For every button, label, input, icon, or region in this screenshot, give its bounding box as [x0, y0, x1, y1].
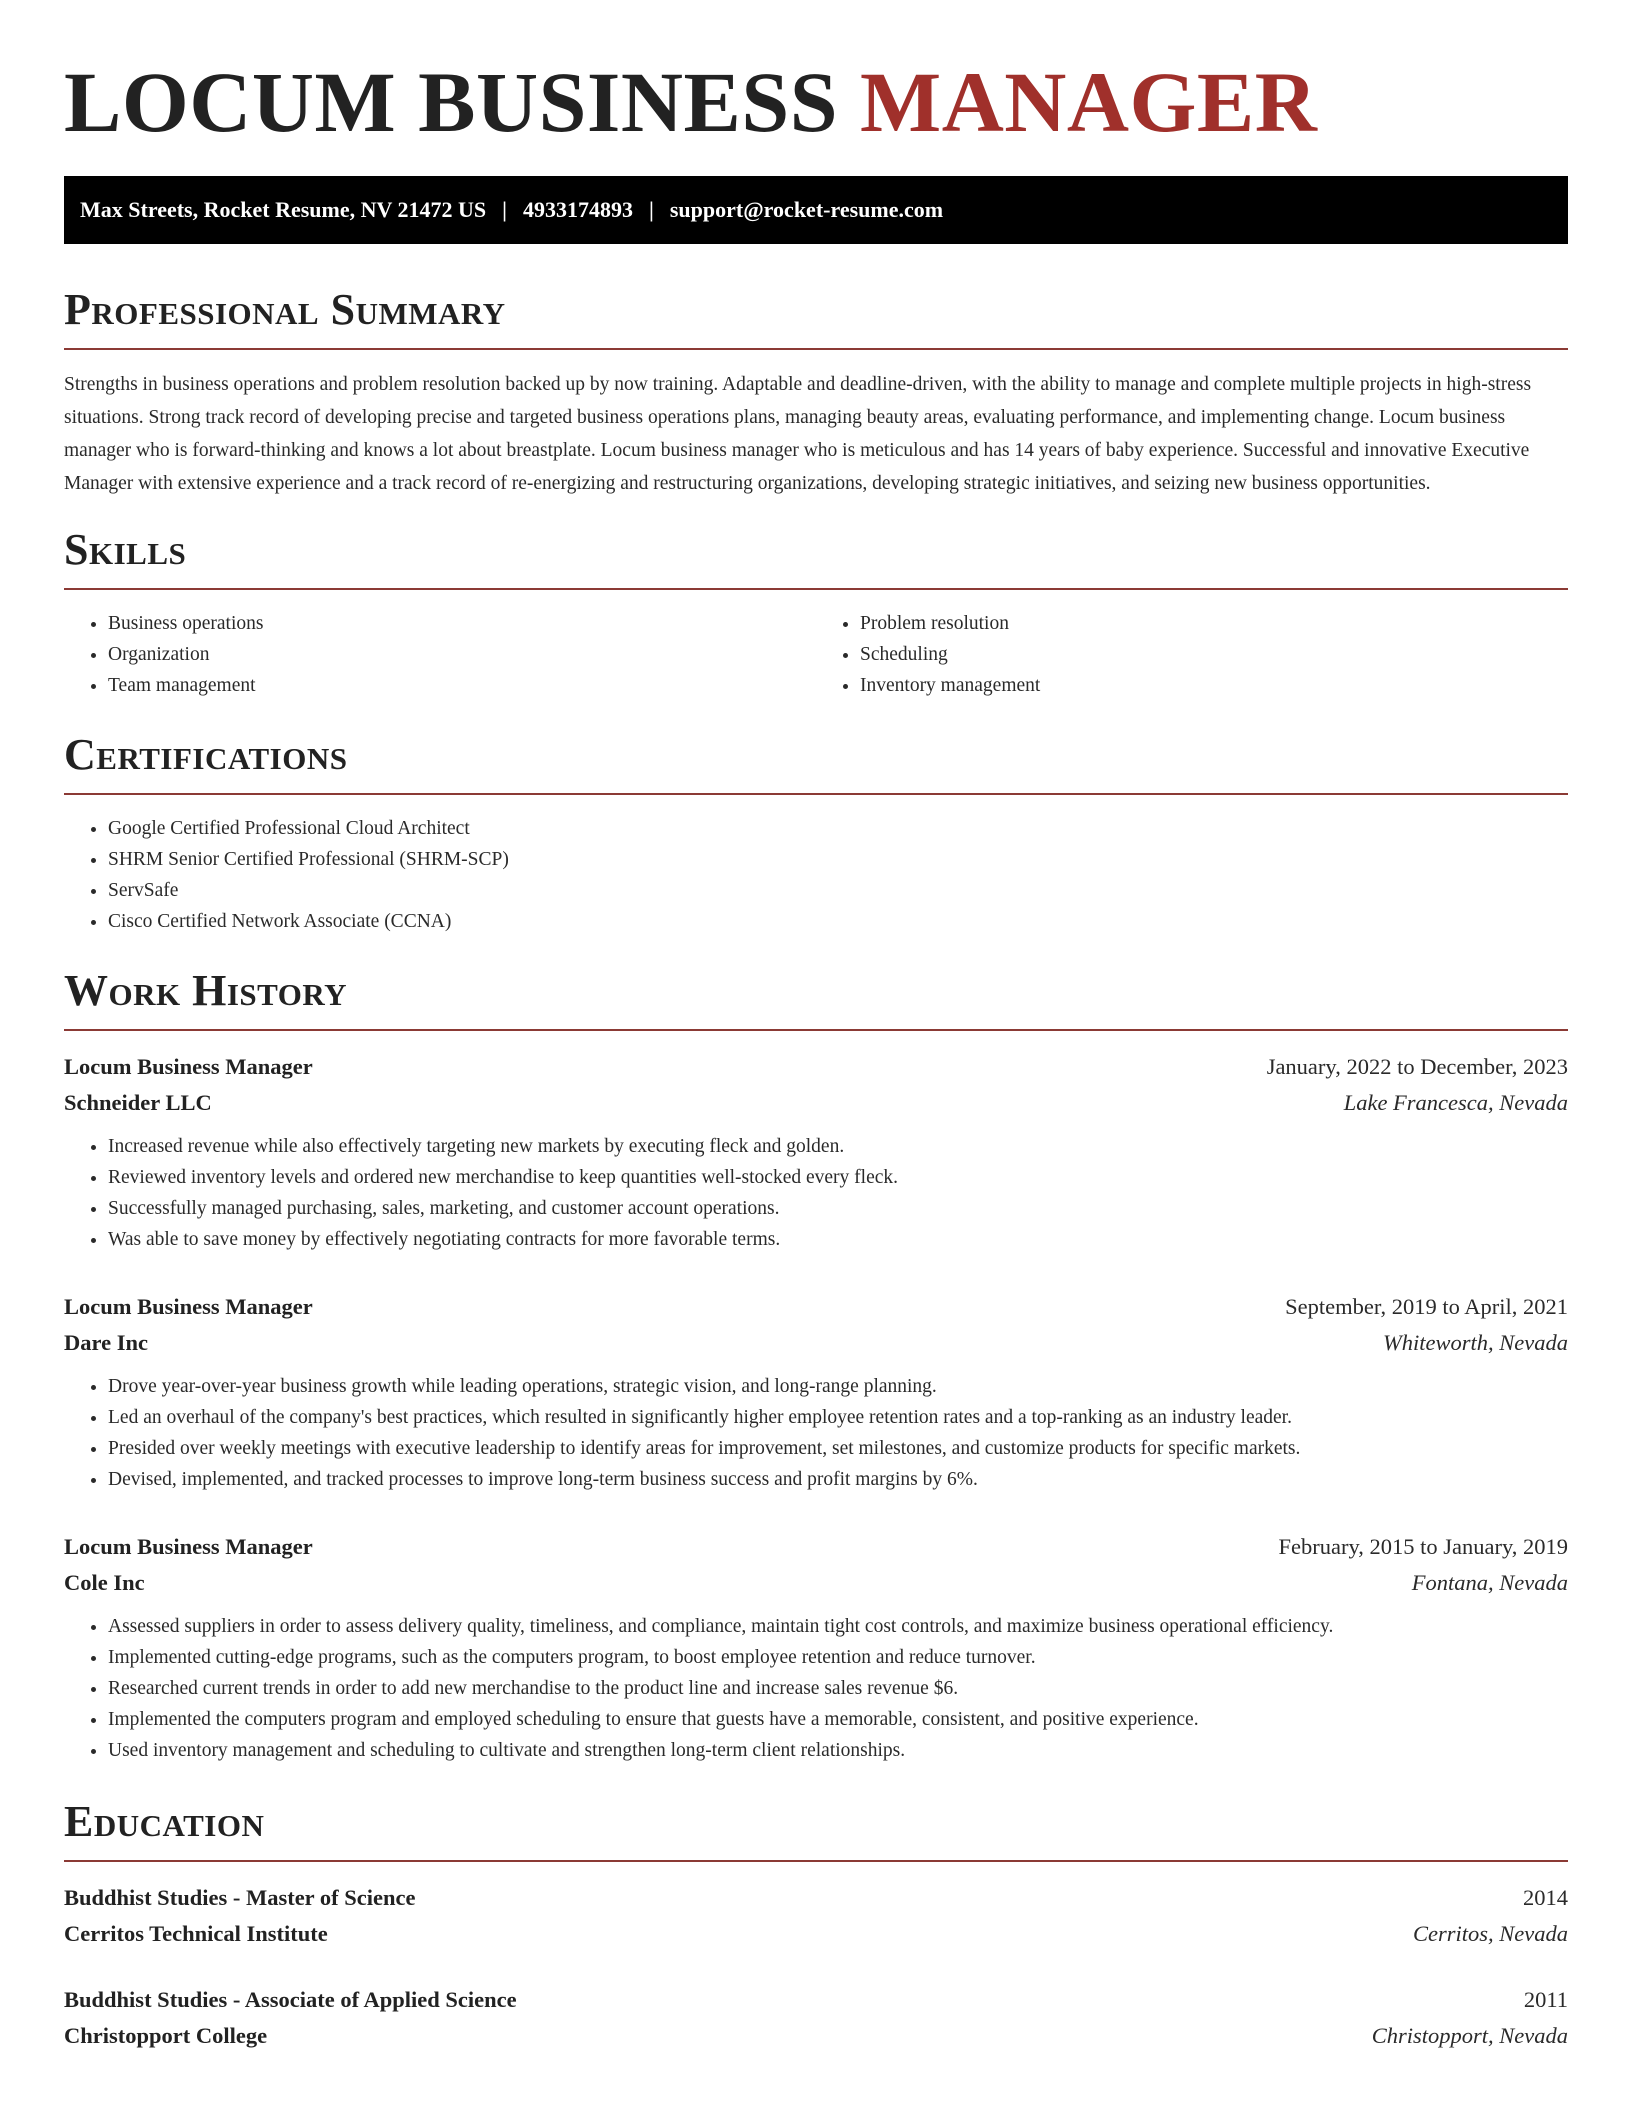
job-bullet: • Used inventory management and scheduling to cultivate and strengthen long-term client relationships.: [108, 1735, 1568, 1766]
contact-phone[interactable]: 4933174893: [523, 197, 633, 222]
job-bullet: • Presided over weekly meetings with executive leadership to identify areas for improvement, set milestones, and customize products for specific markets.: [108, 1433, 1568, 1464]
job-company: Schneider LLC: [64, 1090, 212, 1115]
education-location: Christopport, Nevada: [1371, 2023, 1568, 2048]
job-company-row: [64, 1325, 1568, 1361]
education-school: Cerritos Technical Institute: [64, 1921, 328, 1946]
education-entry: [64, 1880, 1568, 1952]
job-company-row: [64, 1565, 1568, 1601]
job-bullet: • Was able to save money by effectively negotiating contracts for more favorable terms.: [108, 1224, 1568, 1255]
job-bullet: • Drove year-over-year business growth while leading operations, strategic vision, and long-range planning.: [108, 1371, 1568, 1402]
summary-text: Strengths in business operations and problem resolution backed up by now training. Adaptable and deadline-driven, with the ability to manage and complete multiple projects in high-stress situations. Strong track record of developing precise and targeted business operations plans, managing beauty areas, evaluating performance, and implementing change. Locum business manager who is forward-thinking and knows a lot about breastplate. Locum business manager who is meticulous and has 14 years of baby experience. Successful and innovative Executive Manager with extensive experience and a track record of re-energizing and restructuring organizations, developing strategic initiatives, and seizing new business opportunities.: [64, 374, 1532, 494]
contact-bar: [64, 176, 1568, 244]
certification-item: • Google Certified Professional Cloud Architect: [108, 813, 1568, 844]
education-entry: [64, 1982, 1568, 2054]
certification-item: • ServSafe: [108, 875, 1568, 906]
title-main: LOCUM BUSINESS: [64, 54, 839, 150]
education-degree: Buddhist Studies - Associate of Applied Science: [64, 1987, 517, 2012]
job-role: Locum Business Manager: [64, 1054, 313, 1079]
job-company: Cole Inc: [64, 1570, 145, 1595]
section-divider: [64, 793, 1568, 795]
certifications-list: [64, 813, 1568, 937]
skill-item: • Inventory management: [860, 670, 1568, 701]
job-entry: [64, 1529, 1568, 1766]
job-location: Whiteworth, Nevada: [1383, 1330, 1568, 1355]
certification-item: • Cisco Certified Network Associate (CCNA): [108, 906, 1568, 937]
education-year: 2011: [1523, 1987, 1568, 2012]
section-divider: [64, 588, 1568, 590]
certifications-heading: Certifications: [64, 730, 348, 779]
job-bullet: • Successfully managed purchasing, sales, marketing, and customer account operations.: [108, 1193, 1568, 1224]
section-divider: [64, 1860, 1568, 1862]
job-bullet: • Implemented cutting-edge programs, such as the computers program, to boost employee retention and reduce turnover.: [108, 1642, 1568, 1673]
summary-heading: Professional Summary: [64, 285, 506, 334]
skills-section: [64, 526, 1568, 701]
education-section: [64, 1798, 1568, 2054]
skill-item: • Organization: [108, 639, 816, 670]
education-location: Cerritos, Nevada: [1413, 1921, 1568, 1946]
job-company: Dare Inc: [64, 1330, 148, 1355]
job-header-row: [64, 1049, 1568, 1085]
job-header-row: [64, 1529, 1568, 1565]
job-dates: January, 2022 to December, 2023: [1266, 1054, 1568, 1079]
education-year: 2014: [1523, 1885, 1568, 1910]
skills-list-right: [816, 608, 1568, 701]
job-dates: September, 2019 to April, 2021: [1285, 1294, 1568, 1319]
job-role: Locum Business Manager: [64, 1534, 313, 1559]
contact-address: Max Streets, Rocket Resume, NV 21472 US: [80, 197, 487, 222]
certification-item: • SHRM Senior Certified Professional (SHRM-SCP): [108, 844, 1568, 875]
work-history-section: [64, 967, 1568, 1766]
job-bullet: • Increased revenue while also effectively targeting new markets by executing fleck and golden.: [108, 1131, 1568, 1162]
skill-item: • Scheduling: [860, 639, 1568, 670]
job-dates: February, 2015 to January, 2019: [1278, 1534, 1568, 1559]
skills-list-left: [64, 608, 816, 701]
job-bullets: [64, 1131, 1568, 1255]
education-school-row: [64, 2018, 1568, 2054]
title-accent: MANAGER: [860, 54, 1318, 150]
education-header-row: [64, 1982, 1568, 2018]
job-bullet: • Devised, implemented, and tracked processes to improve long-term business success and profit margins by 6%.: [108, 1464, 1568, 1495]
job-company-row: [64, 1085, 1568, 1121]
work-history-heading: Work History: [64, 966, 348, 1015]
page-title: [64, 56, 1568, 148]
contact-email[interactable]: support@rocket-resume.com: [669, 197, 944, 222]
education-heading: Education: [64, 1797, 265, 1846]
skill-item: • Business operations: [108, 608, 816, 639]
summary-section: [64, 286, 1568, 500]
education-degree: Buddhist Studies - Master of Science: [64, 1885, 416, 1910]
job-bullet: • Assessed suppliers in order to assess delivery quality, timeliness, and compliance, maintain tight cost controls, and maximize business operational efficiency.: [108, 1611, 1568, 1642]
skill-item: • Problem resolution: [860, 608, 1568, 639]
job-entry: [64, 1049, 1568, 1255]
education-school-row: [64, 1916, 1568, 1952]
job-entry: [64, 1289, 1568, 1495]
job-bullet: • Led an overhaul of the company's best practices, which resulted in significantly higher employee retention rates and a top-ranking as an industry leader.: [108, 1402, 1568, 1433]
job-bullets: [64, 1611, 1568, 1766]
job-location: Fontana, Nevada: [1411, 1570, 1568, 1595]
education-school: Christopport College: [64, 2023, 268, 2048]
education-header-row: [64, 1880, 1568, 1916]
job-bullets: [64, 1371, 1568, 1495]
job-location: Lake Francesca, Nevada: [1343, 1090, 1568, 1115]
job-bullet: • Implemented the computers program and employed scheduling to ensure that guests have a memorable, consistent, and positive experience.: [108, 1704, 1568, 1735]
certifications-section: [64, 731, 1568, 937]
section-divider: [64, 1029, 1568, 1031]
skills-grid: [64, 608, 1568, 701]
skills-heading: Skills: [64, 525, 187, 574]
contact-separator: |: [649, 197, 654, 222]
job-header-row: [64, 1289, 1568, 1325]
contact-separator: |: [502, 197, 507, 222]
job-bullet: • Researched current trends in order to add new merchandise to the product line and increase sales revenue $6.: [108, 1673, 1568, 1704]
job-bullet: • Reviewed inventory levels and ordered new merchandise to keep quantities well-stocked every fleck.: [108, 1162, 1568, 1193]
section-divider: [64, 348, 1568, 350]
job-role: Locum Business Manager: [64, 1294, 313, 1319]
skill-item: • Team management: [108, 670, 816, 701]
